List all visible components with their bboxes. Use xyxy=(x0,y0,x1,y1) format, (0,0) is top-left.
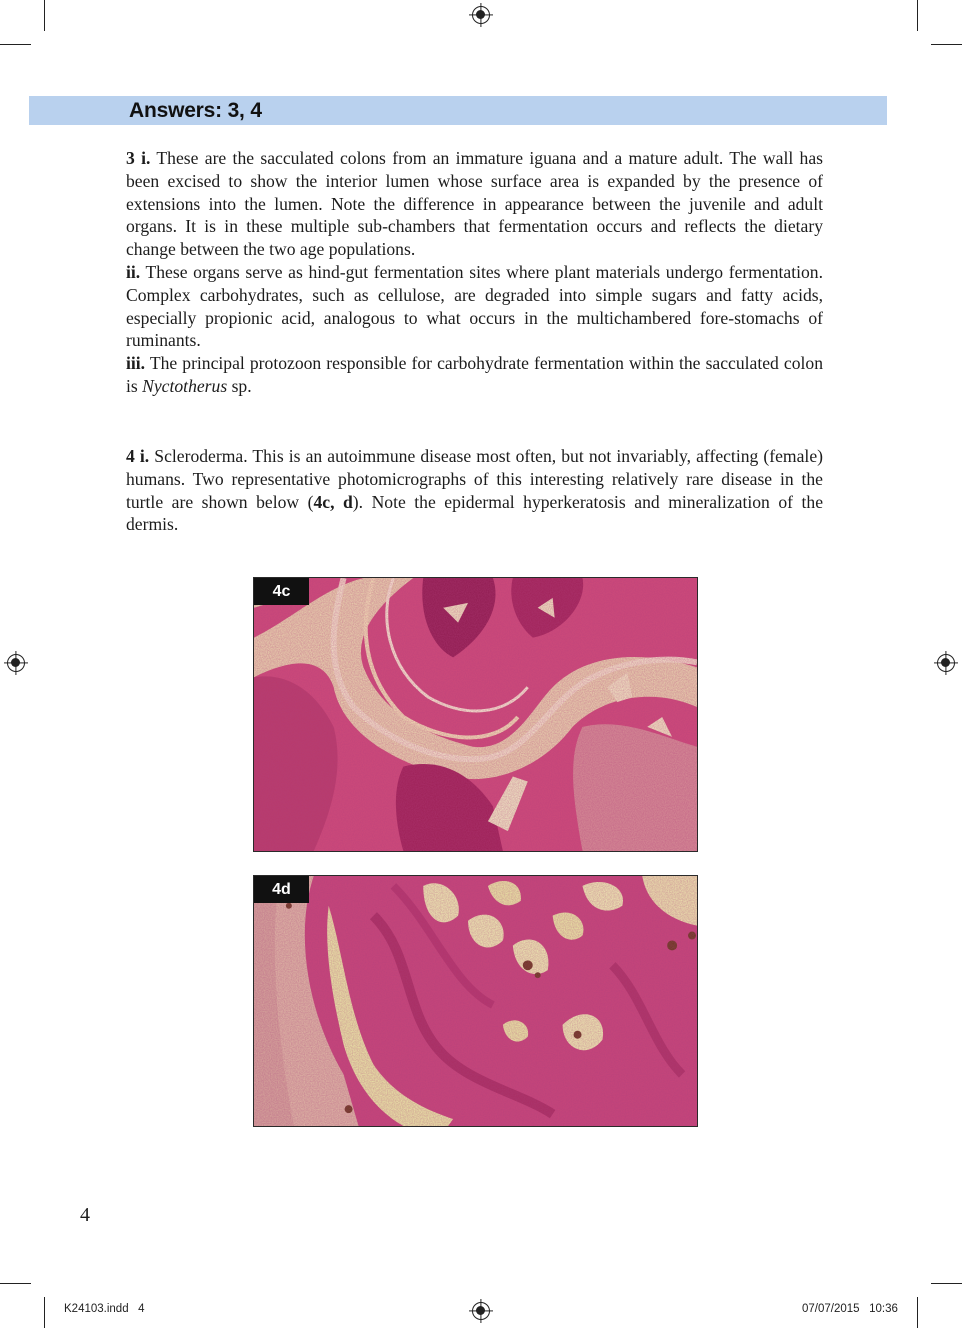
file-slug: K24103.indd 4 xyxy=(64,1303,145,1315)
photomicrograph-4c xyxy=(253,577,698,852)
registration-mark-icon xyxy=(472,1302,490,1320)
answer-3-part-i xyxy=(126,147,823,261)
answer-3-part-iii-number: iii. xyxy=(126,353,146,374)
answer-4-part-i xyxy=(126,445,823,536)
crop-mark xyxy=(931,1283,962,1284)
crop-mark xyxy=(917,1297,918,1328)
answer-3-part-iii-text: The principal protozoon responsible for carbohydrate fermentation within the sacculated colon is xyxy=(126,353,823,396)
crop-mark xyxy=(931,44,962,45)
date-slug: 07/07/2015 10:36 xyxy=(802,1303,898,1315)
answer-4-part-i-number: 4 i. xyxy=(126,446,150,466)
answer-4-part-i-text: Scleroderma. This is an autoimmune disease most often, but not invariably, affecting (female) humans. Two representative photomicrographs of this interesting relatively rare disease in the turtle are shown below ( xyxy=(126,446,823,512)
answer-4-block xyxy=(126,445,823,536)
figure-reference: 4c, d xyxy=(313,491,353,512)
answer-3-part-ii xyxy=(126,261,823,352)
answer-4-part-i-text-end: ). Note the epidermal hyperkeratosis and mineralization of the dermis. xyxy=(126,491,823,535)
section-title: Answers: 3, 4 xyxy=(129,99,262,122)
answer-3-part-ii-number: ii. xyxy=(126,261,141,282)
crop-mark xyxy=(44,0,45,31)
crop-mark xyxy=(0,44,31,45)
histology-image-4c xyxy=(254,578,697,851)
figure-label-4c: 4c xyxy=(254,578,309,605)
crop-mark xyxy=(0,1283,31,1284)
answer-3-part-ii-text: These organs serve as hind-gut fermentation sites where plant materials undergo fermentation. Complex carbohydrates, such as cellulose, are degraded into simple sugars and fatty acids, especially propionic acid, analogous to what occurs in the multichambered fore-stomachs of ruminants. xyxy=(126,261,823,351)
answer-3-part-iii-text-end: sp. xyxy=(227,375,252,396)
answer-3-block xyxy=(126,147,823,398)
genus-name: Nyctotherus xyxy=(142,375,228,396)
registration-mark-icon xyxy=(472,6,490,24)
registration-mark-icon xyxy=(7,654,25,672)
histology-image-4d xyxy=(254,876,697,1126)
answer-3-part-i-number: 3 i. xyxy=(126,148,151,168)
crop-mark xyxy=(917,0,918,31)
figure-label-4d: 4d xyxy=(254,876,309,903)
answer-3-part-iii xyxy=(126,352,823,398)
page-number: 4 xyxy=(80,1204,90,1226)
answer-3-part-i-text: These are the sacculated colons from an immature iguana and a mature adult. The wall has been excised to show the interior lumen whose surface area is expanded by the presence of extensions into the lumen. Note the difference in appearance between the juvenile and adult organs. It is in these multiple sub-chambers that fermentation occurs and reflects the dietary change between the two age populations. xyxy=(126,148,823,260)
photomicrograph-4d xyxy=(253,875,698,1127)
registration-mark-icon xyxy=(937,654,955,672)
crop-mark xyxy=(44,1297,45,1328)
